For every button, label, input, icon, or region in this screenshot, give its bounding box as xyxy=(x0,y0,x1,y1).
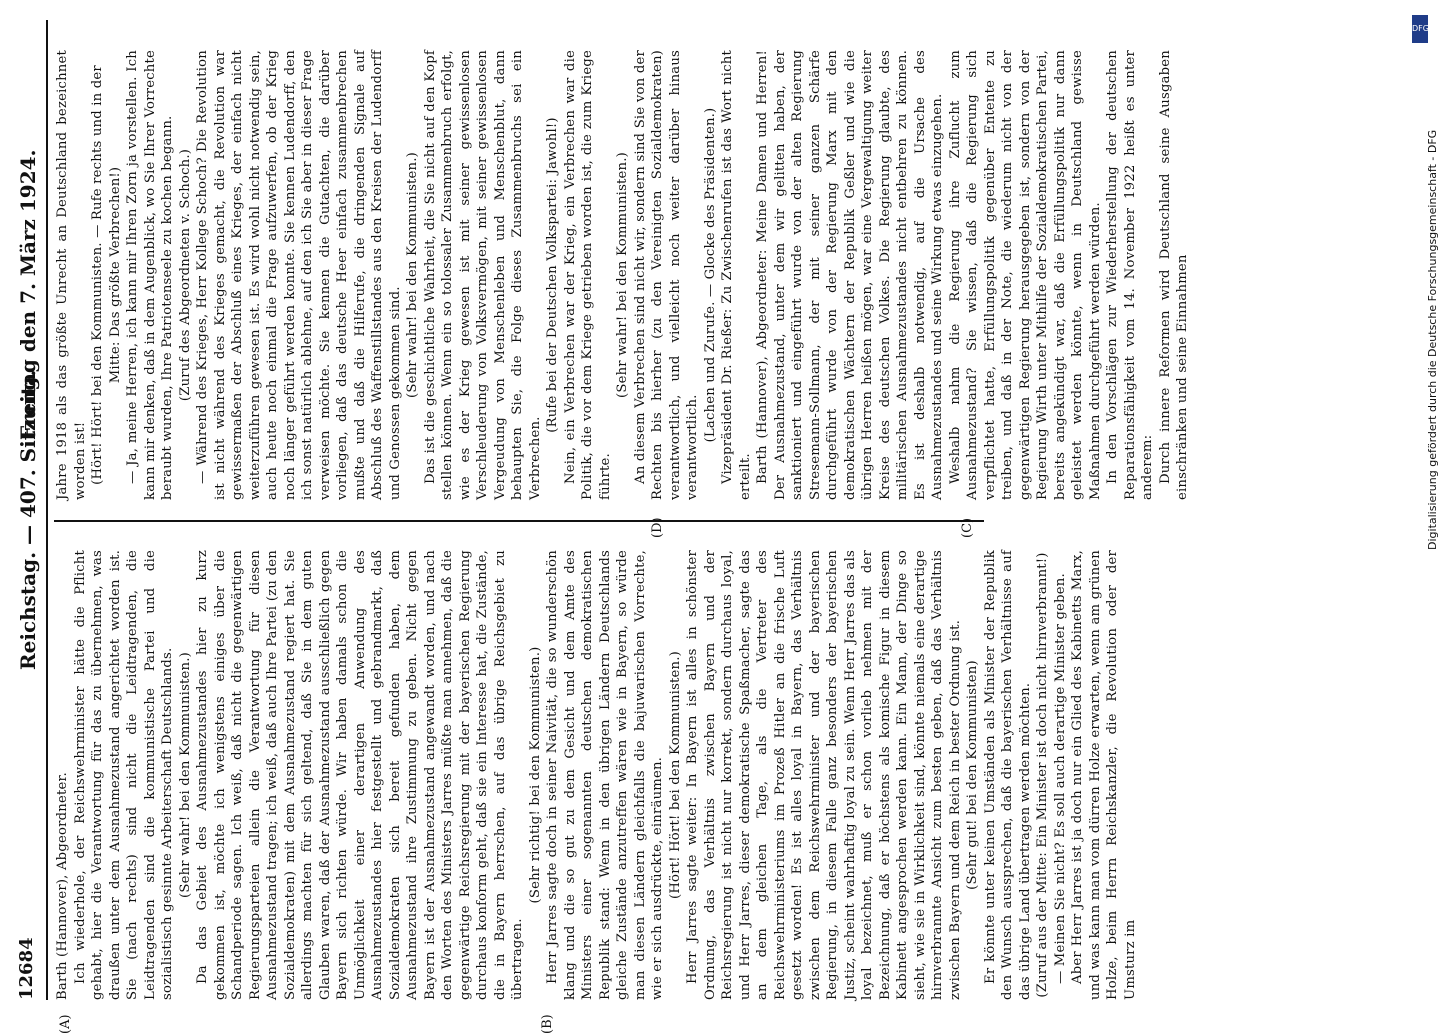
paragraph: — Meinen Sie nicht? Es soll auch derartige Minister geben. xyxy=(1052,573,1068,984)
interjection: (Hört! Hört! bei den Kommunisten. — Rufe rechts und in der Mitte: Das größte Verbrechen!) xyxy=(90,65,123,485)
running-header xyxy=(10,20,50,1000)
digitization-note xyxy=(1410,10,1439,990)
paragraph: An diesem Verbrechen sind nicht wir, sondern sind Sie von der Rechten bis hierher (zu den Vereinigten Sozialdemokraten) verantwortlich, und vielleicht noch weiter darüber hinaus verantwortlich. xyxy=(632,50,700,500)
paragraph: Da das Gebiet des Ausnahmezustandes hier zu kurz gekommen ist, möchte ich wenigstens einiges über die Schandperiode sagen. Ich weiß, daß nicht die gegenwärtigen Regierungsparteien allein die Verantwortung für diesen Ausnahmezustand tragen; ich weiß, daß auch Ihre Partei (zu den Sozialdemokraten) mit dem Ausnahmezustand regiert hat. Sie allerdings machten für sich geltend, daß Sie in dem guten Glauben waren, daß der Ausnahmezustand ausschließlich gegen Bayern sich richten würde. Wir haben damals schon die Unmöglichkeit einer derartigen Anwendung des Ausnahmezustandes hier festgestellt und gebrandmarkt, daß Sozialdemokraten sich bereit gefunden haben, dem Ausnahmezustand ihre Zustimmung zu geben. Nicht gegen Bayern ist der Ausnahmezustand angewandt worden, und nach den Worten des Ministers Jarres müßte man annehmen, daß die gegenwärtige Reichsregierung mit der bayerischen Regierung durchaus konform geht, daß sie ein Interesse hat, die Zustände, die in Bayern herrschen, auf das übrige Reichsgebiet zu übertragen. xyxy=(195,550,525,1000)
paragraph: Vizepräsident Dr. Rießer: Zu Zwischenrufen ist das Wort nicht erteilt. xyxy=(720,50,753,500)
margin-mark-a: (A) xyxy=(58,1014,73,1034)
interjection: (Sehr wahr! bei den Kommunisten.) xyxy=(615,152,630,398)
interjection: (Zuruf aus der Mitte: Ein Minister ist doch nicht hirnverbrannt!) xyxy=(1035,552,1050,998)
interjection: (Sehr gut! bei den Kommunisten) xyxy=(965,660,980,890)
interjection: (Sehr wahr! bei den Kommunisten.) xyxy=(405,152,420,398)
left-column xyxy=(54,550,1139,1000)
dfg-logo: DFG xyxy=(1412,15,1428,43)
paragraph: Nein, ein Verbrechen war der Krieg, ein Verbrechen war die Politik, die vor dem Kriege getrieben worden ist, die zum Kriege führte. xyxy=(562,50,613,500)
paragraph: Er könnte unter keinen Umständen als Minister der Republik den Wunsch aussprechen, daß die bayerischen Verhältnisse auf das übrige Land übertragen werden möchten. xyxy=(982,550,1033,1000)
interjection: (Zuruf des Abgeordneten v. Schoch.) xyxy=(177,148,193,402)
paragraph: Ich wiederhole, der Reichswehrminister hätte die Pflicht gehabt, hier die Verantwortung für das zu übernehmen, was draußen unter dem Ausnahmezustand angerichtet worden ist. Sie (nach rechts) sind nicht die Leidtragenden, die Leidtragenden sind die kommunistische Partei und die sozialistisch gesinnte Arbeiterschaft Deutschlands. xyxy=(72,550,175,1000)
right-column xyxy=(54,50,1192,500)
paragraph: — Während des Krieges, Herr Kollege Schoch? Die Revolution ist nicht während des Krieges gemacht, die Revolution war gewissermaßen der Abschluß eines Krieges, der einfach nicht weiterzuführen gewesen ist. Es wird wohl nicht notwendig sein, auch heute noch einmal die Frage aufzuwerfen, ob der Krieg noch länger geführt werden konnte. Sie kennen Ludendorff, den ich sonst natürlich ablehne, auf den ich Sie aber in dieser Frage verweisen möchte. Sie kennen die Gutachten, die darüber vorliegen, daß das deutsche Heer einfach zusammenbrechen mußte und daß die Hilferufe, die dringenden Signale auf Abschluß des Waffenstillstandes aus den Kreisen der Ludendorff und Genossen gekommen sind. xyxy=(195,50,403,500)
paragraph: Barth (Hannover), Abgeordneter. xyxy=(55,772,70,1000)
paragraph: Weshalb nahm die Regierung ihre Zuflucht zum Ausnahmezustand? Sie wissen, daß die Regierung sich verpflichtet hatte, Erfüllungspolitik gegenüber Entente zu treiben, und daß in der Note, die wiederum nicht von der gegenwärtigen Regierung herausgegeben ist, sondern von der Regierung Wirth unter Mithilfe der Sozialdemokratischen Partei, bereits angekündigt war, daß die Erfüllungspolitik nur dann geleistet werden könnte, wenn in Deutschland gewisse Maßnahmen durchgeführt werden würden. xyxy=(947,50,1103,500)
paragraph: Jahre 1918 als das größte Unrecht an Deutschland bezeichnet worden ist! xyxy=(55,50,88,500)
interjection: (Sehr richtig! bei den Kommunisten.) xyxy=(527,646,543,904)
header-session-title: Reichstag. — 407. Sitzung. xyxy=(16,369,40,670)
paragraph: Durch innere Reformen wird Deutschland seine Ausgaben einschränken und seine Einnahmen xyxy=(1157,50,1190,500)
header-date: Freitag den 7. März 1924. xyxy=(16,149,40,440)
margin-mark-b: (B) xyxy=(540,1014,555,1034)
margin-mark-c: (C) xyxy=(960,517,975,538)
interjection: (Lachen und Zurufe. — Glocke des Präsidenten.) xyxy=(702,107,718,443)
paragraph: Herr Jarres sagte doch in seiner Naivität, die so wunderschön klang und die so gut zu dem Gesicht und dem Amte des Ministers einer sogenannten deutschen demokratischen Republik stand: Wenn in den übrigen Ländern Deutschlands gleiche Zustände anzutreffen wären wie in Bayern, so würde man diesen Ländern gleichfalls die bajuwarischen Vorrechte, wie er sich ausdrückte, einräumen. xyxy=(545,550,665,1000)
margin-mark-d: (D) xyxy=(650,517,665,538)
paragraph: Barth (Hannover), Abgeordneter: Meine Damen und Herren! Der Ausnahmezustand, unter dem wir gelitten haben, der sanktioniert und eingeführt wurde von der alten Regierung Stresemann-Sollmann, der mit seiner ganzen Schärfe durchgeführt wurde von der Regierung Marx mit den demokratischen Wächtern der Republik Geßler und wie die übrigen Herren heißen mögen, war eine Vergewaltigung weiter Kreise des deutschen Volkes. Die Regierung glaubte, des militärischen Ausnahmezustandes nicht entbehren zu können. Es ist deshalb notwendig, auf die Ursache des Ausnahmezustandes und seine Wirkung etwas einzugehen. xyxy=(755,50,945,500)
paragraph: Das ist die geschichtliche Wahrheit, die Sie nicht auf den Kopf stellen können. Wenn ein so tolossaler Zusammenbruch erfolgt, wie es der Krieg gewesen ist mit seiner gewissenlosen Verschleuderung von Volksvermögen, mit seiner gewissenlosen Vergeudung von Menschenleben und Menschenblut, dann behaupten Sie, die Folge dieses Zusammenbruchs sei ein Verbrechen. xyxy=(422,50,543,500)
paragraph: Aber Herr Jarres ist ja doch nur ein Glied des Kabinetts Marx, und was kann man vom dürren Holze erwarten, wenn am grünen Holze, beim Herrn Reichskanzler, die Revolution oder der Umsturz im xyxy=(1070,550,1138,1000)
digitization-credit: Digitalisierung gefördert durch die Deutsche Forschungsgemeinschaft - DFG xyxy=(1426,129,1439,550)
column-divider xyxy=(54,520,984,522)
interjection: (Hört! Hört! bei den Kommunisten.) xyxy=(667,651,683,899)
interjection: (Rufe bei der Deutschen Volkspartei: Jawohl!) xyxy=(545,117,560,433)
paragraph: Herr Jarres sagte weiter: In Bayern ist alles in schönster Ordnung, das Verhältnis zwischen Bayern und der Reichsregierung ist nicht nur korrekt, sondern durchaus loyal, und Herr Jarres, dieser demokratische Spaßmacher, sagte das an dem gleichen Tage, als die Vertreter des Reichswehrministeriums im Prozeß Hitler an die frische Luft gesetzt worden! Es ist alles loyal in Bayern, das Verhältnis zwischen dem Reichswehrminister und der bayerischen Regierung, in diesem Falle ganz besonders der bayerischen Justiz, scheint wahrhaftig loyal zu sein. Wenn Herr Jarres das als loyal bezeichnet, muß er schon vorlieb nehmen mit der Bezeichnung, daß er höchstens als komische Figur in diesem Kabinett angesprochen werden kann. Ein Mann, der Dinge so sieht, wie sie in Wirklichkeit sind, könnte niemals eine derartige hirnverbrannte Ansicht zum besten geben, daß das Verhältnis zwischen Bayern und dem Reich in bester Ordnung ist. xyxy=(685,550,963,1000)
document-page xyxy=(10,20,1400,1034)
paragraph: — Ja, meine Herren, ich kann mir Ihren Zorn ja vorstellen. Ich kann mir denken, daß in dem Augenblick, wo Sie Ihrer Vorrechte beraubt wurden, Ihre Patriotenseele zu kochen begann. xyxy=(125,50,175,500)
header-rule xyxy=(46,20,48,1000)
paragraph: In den Vorschlägen zur Wiederherstellung der deutschen Reparationsfähigkeit vom 14. November 1922 heißt es unter anderem: xyxy=(1105,50,1155,500)
interjection: (Sehr wahr! bei den Kommunisten.) xyxy=(177,652,193,898)
page-number: 12684 xyxy=(16,937,37,1000)
